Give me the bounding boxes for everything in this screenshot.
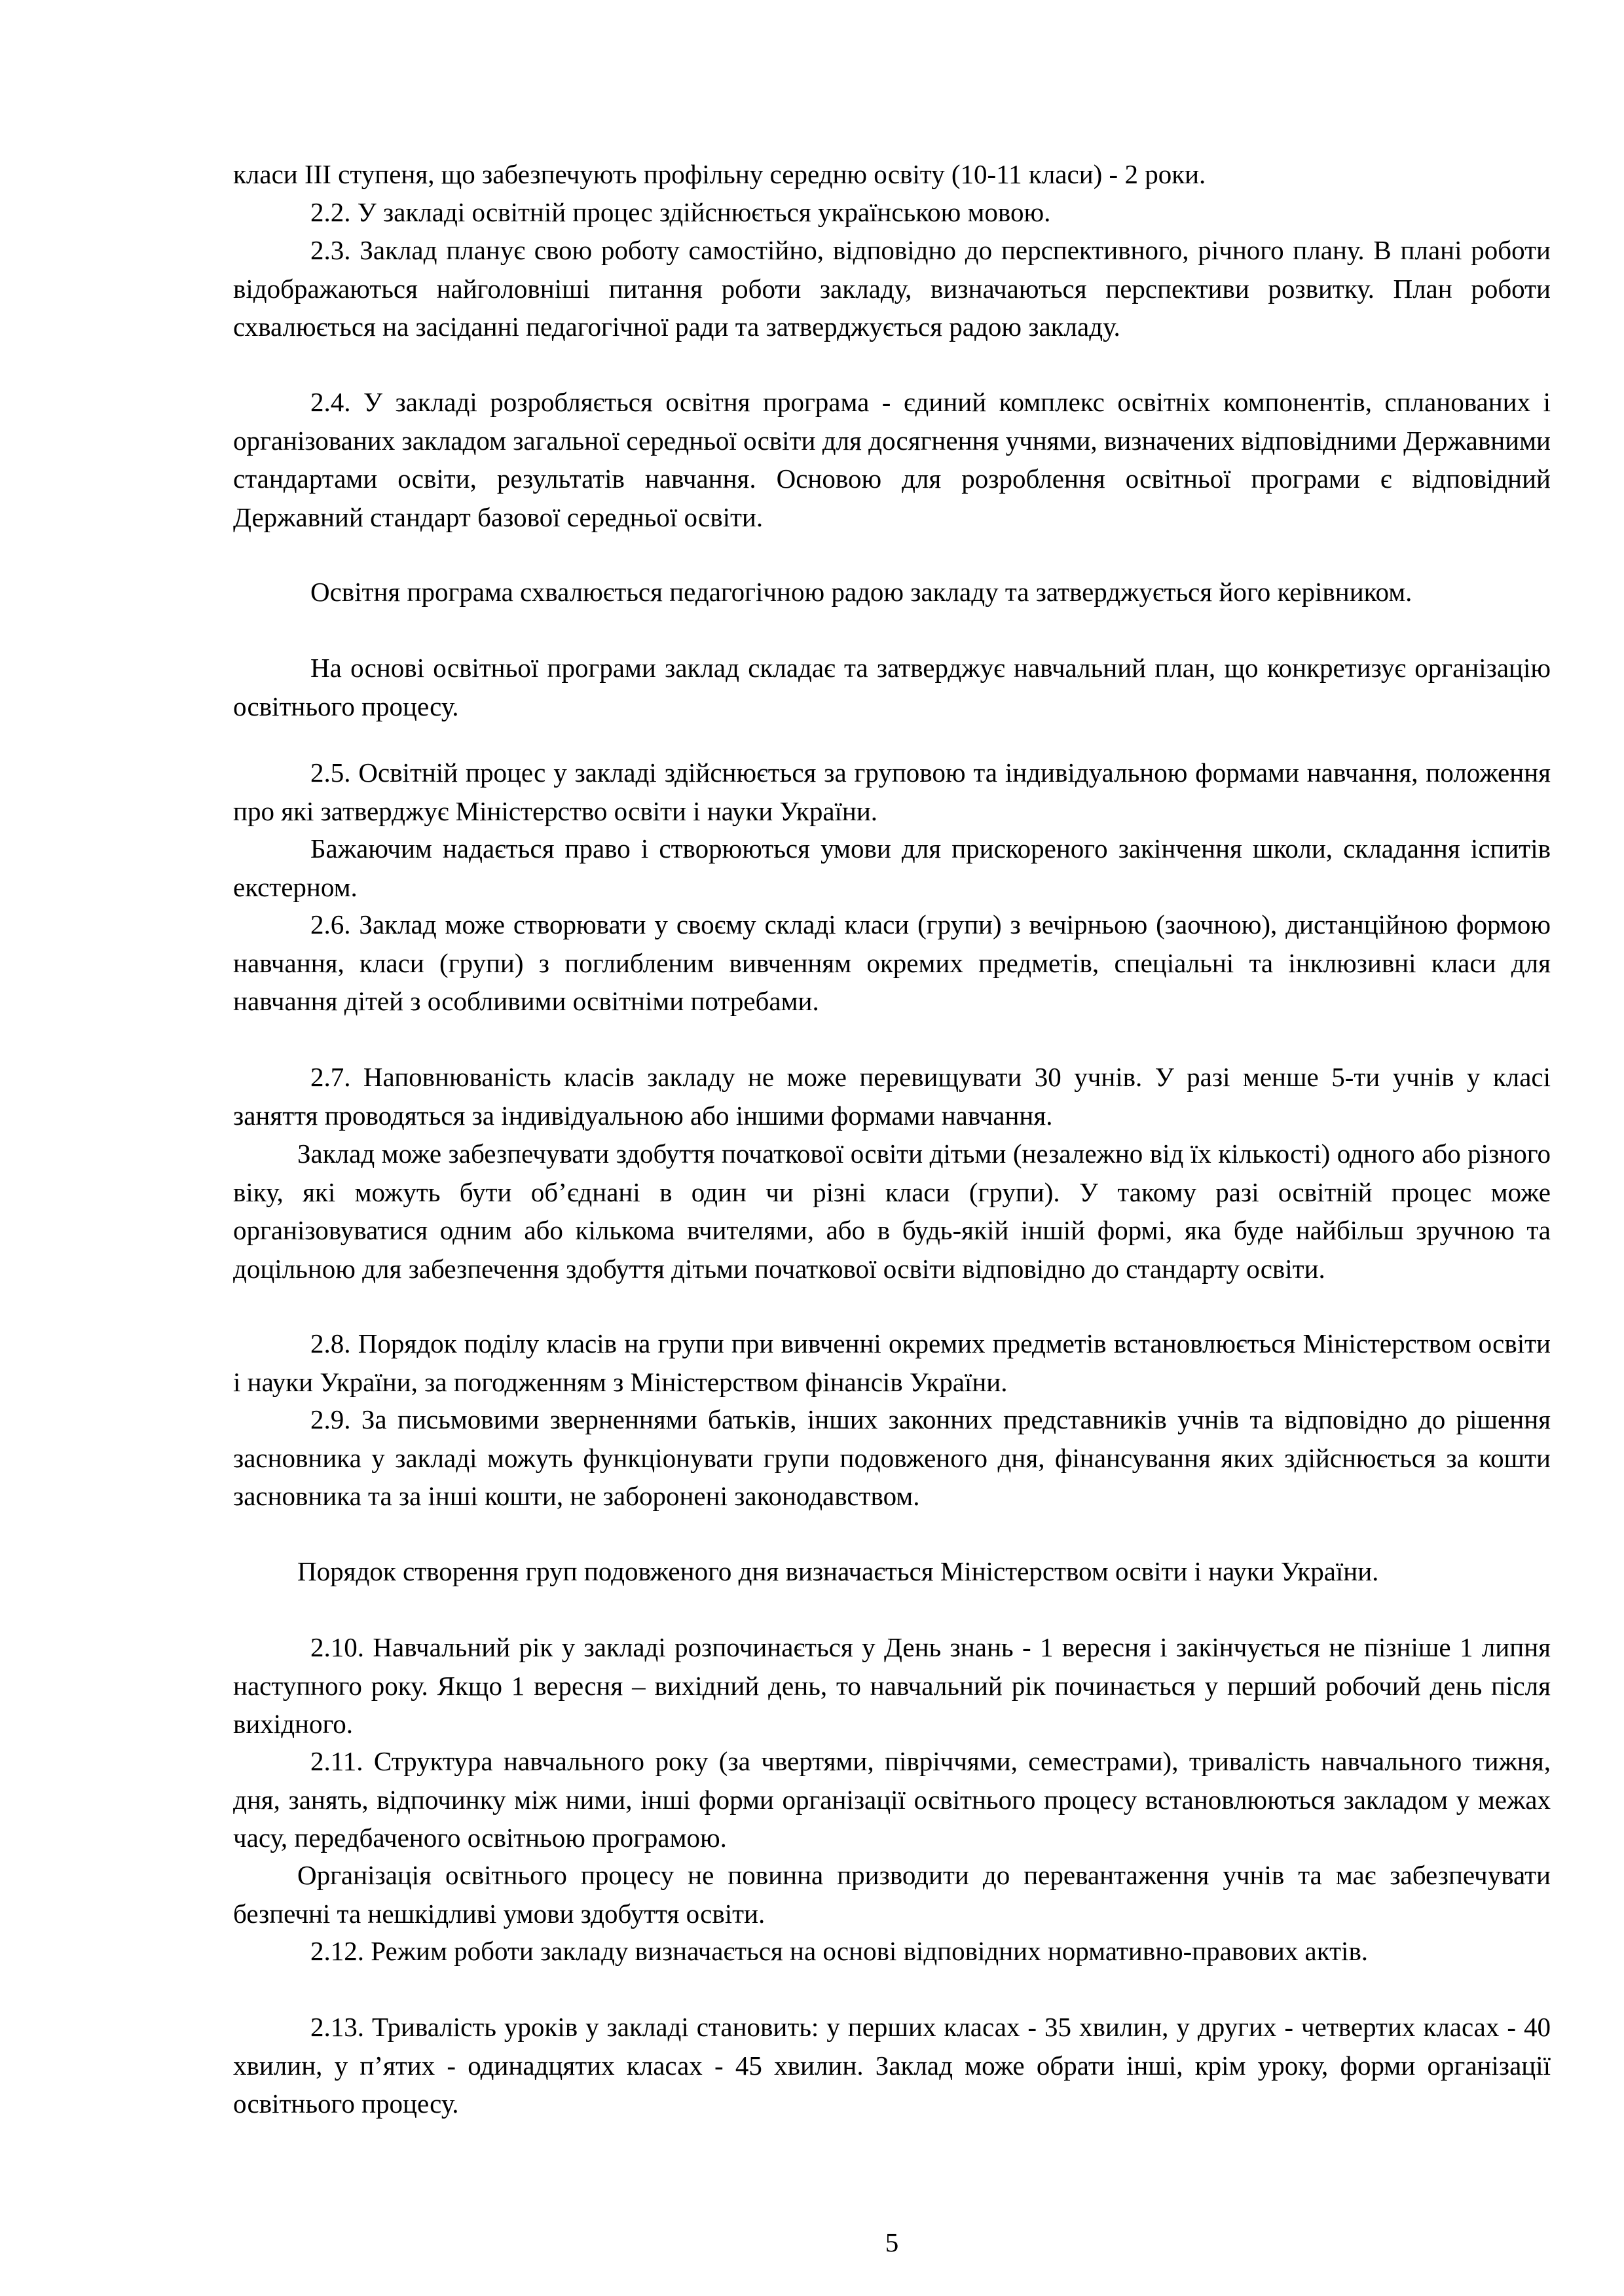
paragraph-2-5: 2.5. Освітній процес у закладі здійснюється за груповою та індивідуальною формами навчання, положення про які затверджує Міністерство освіти і науки України. [233,757,1551,826]
paragraph-extended-day-groups: Порядок створення груп подовженого дня визначається Міністерством освіти і науки України. [297,1556,1379,1586]
paragraph-2-11: 2.11. Структура навчального року (за чвертями, півріччями, семестрами), тривалість навчального тижня, дня, занять, відпочинку між ними, інші форми організації освітнього процесу встановлюються закладом у межах часу, передбаченого освітньою програмою. [233,1746,1551,1853]
paragraph-study-plan: На основі освітньої програми заклад складає та затверджує навчальний план, що конкретизує організацію освітнього процесу. [233,653,1551,721]
paragraph-2-3: 2.3. Заклад планує свою роботу самостійно, відповідно до перспективного, річного плану. В плані роботи відображаються найголовніші питання роботи закладу, визначаються перспективи розвитку. План роботи схвалюється на засіданні педагогічної ради та затверджується радою закладу. [233,235,1551,342]
paragraph-2-2: 2.2. У закладі освітній процес здійснюється українською мовою. [310,197,1051,227]
paragraph-2-12: 2.12. Режим роботи закладу визначається на основі відповідних нормативно-правових актів. [310,1936,1369,1966]
paragraph-primary-education: Заклад може забезпечувати здобуття початкової освіти дітьми (незалежно від їх кількості) одного або різного віку, які можуть бути об’єднані в один чи різні класи (групи). У такому разі освітній процес може організовуватися одним або кількома вчителями, або в будь-якій іншій формі, яка буде найбільш зручною та доцільною для забезпечення здобуття дітьми початкової освіти відповідно до стандарту освіти. [233,1139,1551,1284]
paragraph-2-8: 2.8. Порядок поділу класів на групи при вивченні окремих предметів встановлюється Міністерством освіти і науки України, за погодженням з Міністерством фінансів України. [233,1328,1551,1397]
paragraph-2-4: 2.4. У закладі розробляється освітня програма - єдиний комплекс освітніх компонентів, спланованих і організованих закладом загальної середньої освіти для досягнення учнями, визначених відповідними Державними стандартами освіти, результатів навчання. Основою для розроблення освітньої програми є відповідний Державний стандарт базової середньої освіти. [233,387,1551,532]
paragraph-workload: Організація освітнього процесу не повинна призводити до перевантаження учнів та має забезпечувати безпечні та нешкідливі умови здобуття освіти. [233,1860,1551,1929]
paragraph-external-exams: Бажаючим надається право і створюються умови для прискореного закінчення школи, складання іспитів екстерном. [233,833,1551,902]
paragraph-2-10: 2.10. Навчальний рік у закладі розпочинається у День знань - 1 вересня і закінчується не пізніше 1 липня наступного року. Якщо 1 вересня – вихідний день, то навчальний рік починається у перший робочий день після вихідного. [233,1632,1551,1739]
document-page [233,0,1551,2296]
paragraph-program-approval: Освітня програма схвалюється педагогічною радою закладу та затверджується його керівником. [310,577,1412,607]
paragraph-2-9: 2.9. За письмовими зверненнями батьків, інших законних представників учнів та відповідно до рішення засновника у закладі можуть функціонувати групи подовженого дня, фінансування яких здійснюється за кошти засновника та за інші кошти, не заборонені законодавством. [233,1404,1551,1511]
paragraph-2-7: 2.7. Наповнюваність класів закладу не може перевищувати 30 учнів. У разі менше 5-ти учнів у класі заняття проводяться за індивідуальною або іншими формами навчання. [233,1062,1551,1131]
paragraph-2-6: 2.6. Заклад може створювати у своєму складі класи (групи) з вечірньою (заочною), дистанційною формою навчання, класи (групи) з поглибленим вивченням окремих предметів, спеціальні та інклюзивні класи для навчання дітей з особливими освітніми потребами. [233,909,1551,1016]
paragraph-1: класи ІІІ ступеня, що забезпечують профільну середню освіту (10-11 класи) - 2 роки. [233,159,1206,189]
paragraph-2-13: 2.13. Тривалість уроків у закладі становить: у перших класах - 35 хвилин, у других - четвертих класах - 40 хвилин, у п’ятих - одинадцятих класах - 45 хвилин. Заклад може обрати інші, крім уроку, форми організації освітнього процесу. [233,2012,1551,2119]
page-number: 5 [885,2227,899,2257]
